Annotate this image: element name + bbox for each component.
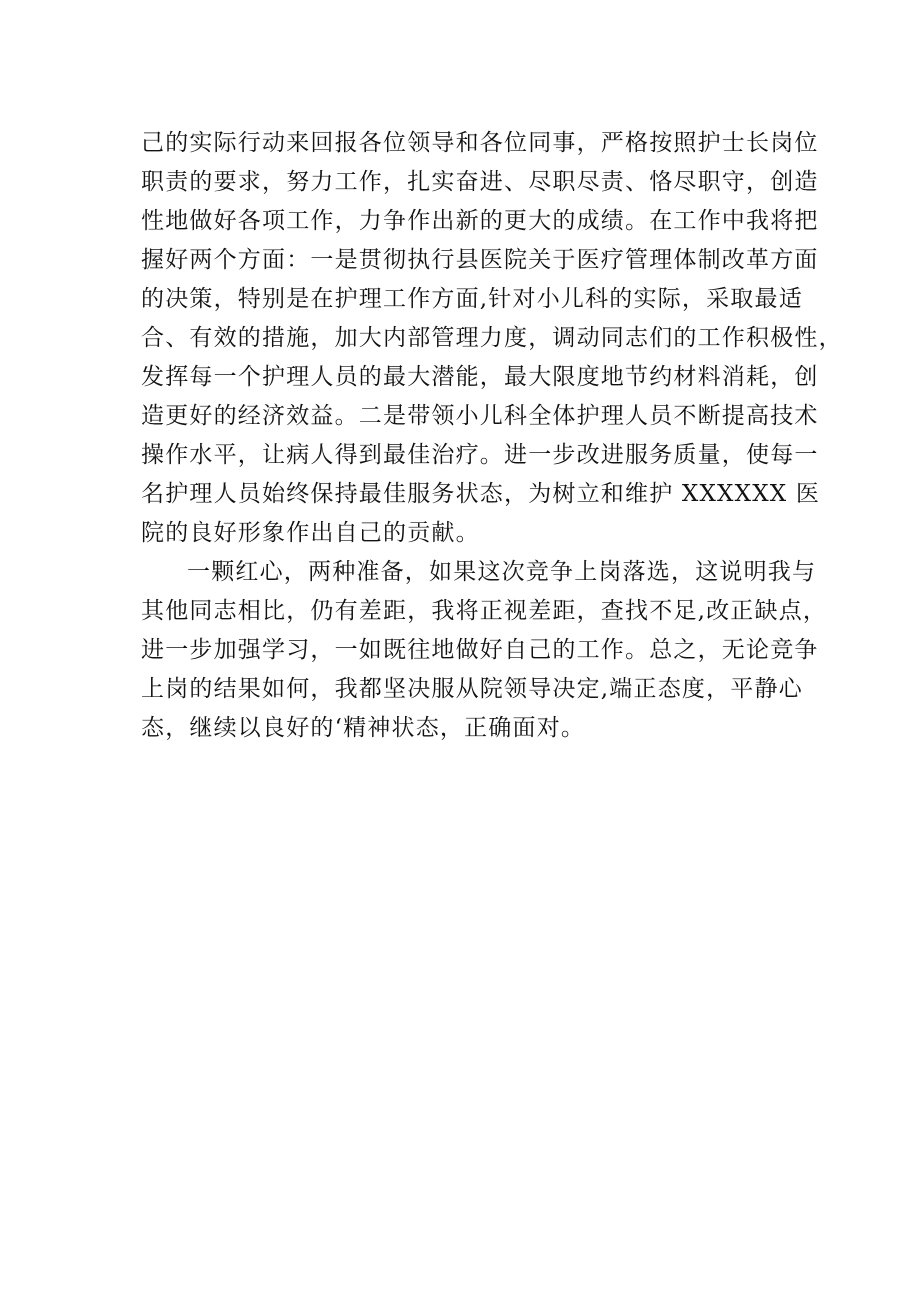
paragraph-line: 的决策，特别是在护理工作方面,针对小儿科的实际，采取最适 [141, 286, 803, 312]
paragraph-line: 造更好的经济效益。二是带领小儿科全体护理人员不断提高技术 [141, 403, 819, 429]
paragraph-line: 性地做好各项工作，力争作出新的更大的成绩。在工作中我将把 [141, 208, 819, 234]
paragraph-first-line: 一颗红心，两种准备，如果这次竞争上岗落选，这说明我与 [187, 559, 817, 585]
paragraph-line: 其他同志相比，仍有差距，我将正视差距，查找不足,改正缺点， [141, 598, 828, 624]
paragraph-line: 职责的要求，努力工作，扎实奋进、尽职尽责、恪尽职守，创造 [141, 169, 819, 195]
document-body [141, 124, 843, 748]
paragraph-1 [141, 124, 843, 553]
paragraph-line: 发挥每一个护理人员的最大潜能，最大限度地节约材料消耗，创 [141, 364, 819, 390]
paragraph-line: 名护理人员始终保持最佳服务状态，为树立和维护 XXXXXX 医 [141, 481, 821, 507]
paragraph-line: 操作水平，让病人得到最佳治疗。进一步改进服务质量，使每一 [141, 442, 819, 468]
paragraph-line: 合、有效的措施，加大内部管理力度，调动同志们的工作积极性， [141, 325, 843, 351]
paragraph-line: 进一步加强学习，一如既往地做好自己的工作。总之，无论竞争 [141, 637, 819, 663]
paragraph-last-line: 院的良好形象作出自己的贡献。 [141, 520, 480, 546]
paragraph-line: 己的实际行动来回报各位领导和各位同事，严格按照护士长岗位 [141, 130, 819, 156]
paragraph-2 [141, 553, 828, 748]
paragraph-line: 上岗的结果如何，我都坚决服从院领导决定,端正态度，平静心 [141, 676, 803, 702]
paragraph-last-line: 态，继续以良好的‘精神状态，正确面对。 [141, 715, 586, 741]
paragraph-line: 握好两个方面：一是贯彻执行县医院关于医疗管理体制改革方面 [141, 247, 819, 273]
